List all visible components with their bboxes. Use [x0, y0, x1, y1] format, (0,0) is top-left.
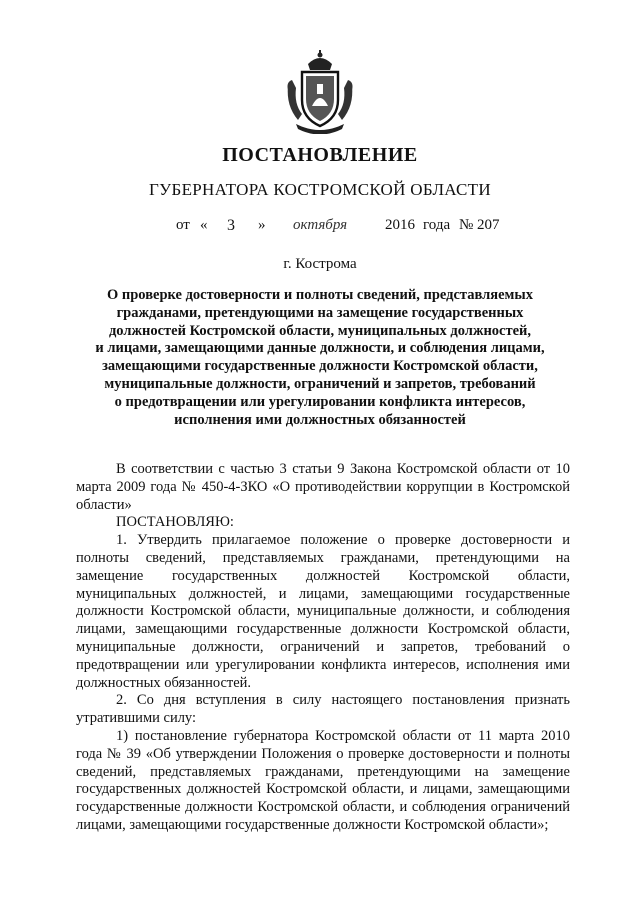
document-title: ПОСТАНОВЛЕНИЕ [222, 144, 418, 166]
heading-line: замещающими государственные должности Костромской области, [102, 358, 538, 375]
paragraph-item-1: 1. Утвердить прилагаемое положение о проверке достоверности и полноты сведений, представляемых гражданами, претендующими на замещение государственных должностей Костромской области, муниципальных должностей, и лицами, замещающими государственные должности Костромской области, муниципальные должности, и соблюдения лицами, замещающими государственные должности Костромской области, муниципальные должности, ограничений и запретов, требований о предотвращении или урегулировании конфликта интересов, исполнения ими должностных обязанностей. [76, 532, 570, 691]
city: г. Кострома [283, 256, 357, 272]
date-month: октября [293, 217, 348, 233]
date-year: 2016 [385, 217, 415, 233]
document-body [76, 461, 570, 835]
document-number: № 207 [459, 217, 500, 233]
heading-line: о предотвращении или урегулировании конфликта интересов, [114, 393, 526, 410]
coat-of-arms-icon [284, 50, 356, 134]
document-subtitle: ГУБЕРНАТОРА КОСТРОМСКОЙ ОБЛАСТИ [149, 180, 491, 199]
heading-line: исполнения ими должностных обязанностей [174, 411, 466, 428]
paragraph-intro: В соответствии с частью 3 статьи 9 Закона Костромской области от 10 марта 2009 года № 450-4-ЗКО «О противодействии коррупции в Костромской области» [76, 461, 570, 513]
heading-line: гражданами, претендующими на замещение государственных [116, 304, 524, 321]
heading-line: должностей Костромской области, муниципальных должностей, [108, 322, 532, 339]
date-open-quote: « [200, 217, 208, 233]
date-prefix: от [176, 217, 190, 233]
heading-line: и лицами, замещающими данные должности, и соблюдения лицами, [95, 340, 545, 357]
heading-line: муниципальные должности, ограничений и запретов, требований [104, 375, 536, 392]
date-year-word: года [423, 217, 451, 233]
paragraph-item-2-1: 1) постановление губернатора Костромской области от 11 марта 2010 года № 39 «Об утверждении Положения о проверке достоверности и полноты сведений, представляемых гражданами, претендующими на замещение государственных должностей Костромской области, и лицами, замещающими государственные должности Костромской области, и соблюдения ограничений лицами, замещающими государственные должности Костромской области»; [76, 727, 570, 833]
paragraph-item-2: 2. Со дня вступления в силу настоящего постановления признать утратившими силу: [76, 692, 570, 727]
date-day: 3 [227, 217, 235, 234]
paragraph-decree: ПОСТАНОВЛЯЮ: [116, 514, 234, 531]
heading-line: О проверке достоверности и полноты сведений, представляемых [106, 287, 533, 303]
document-heading [80, 287, 560, 429]
date-close-quote: » [258, 217, 266, 233]
